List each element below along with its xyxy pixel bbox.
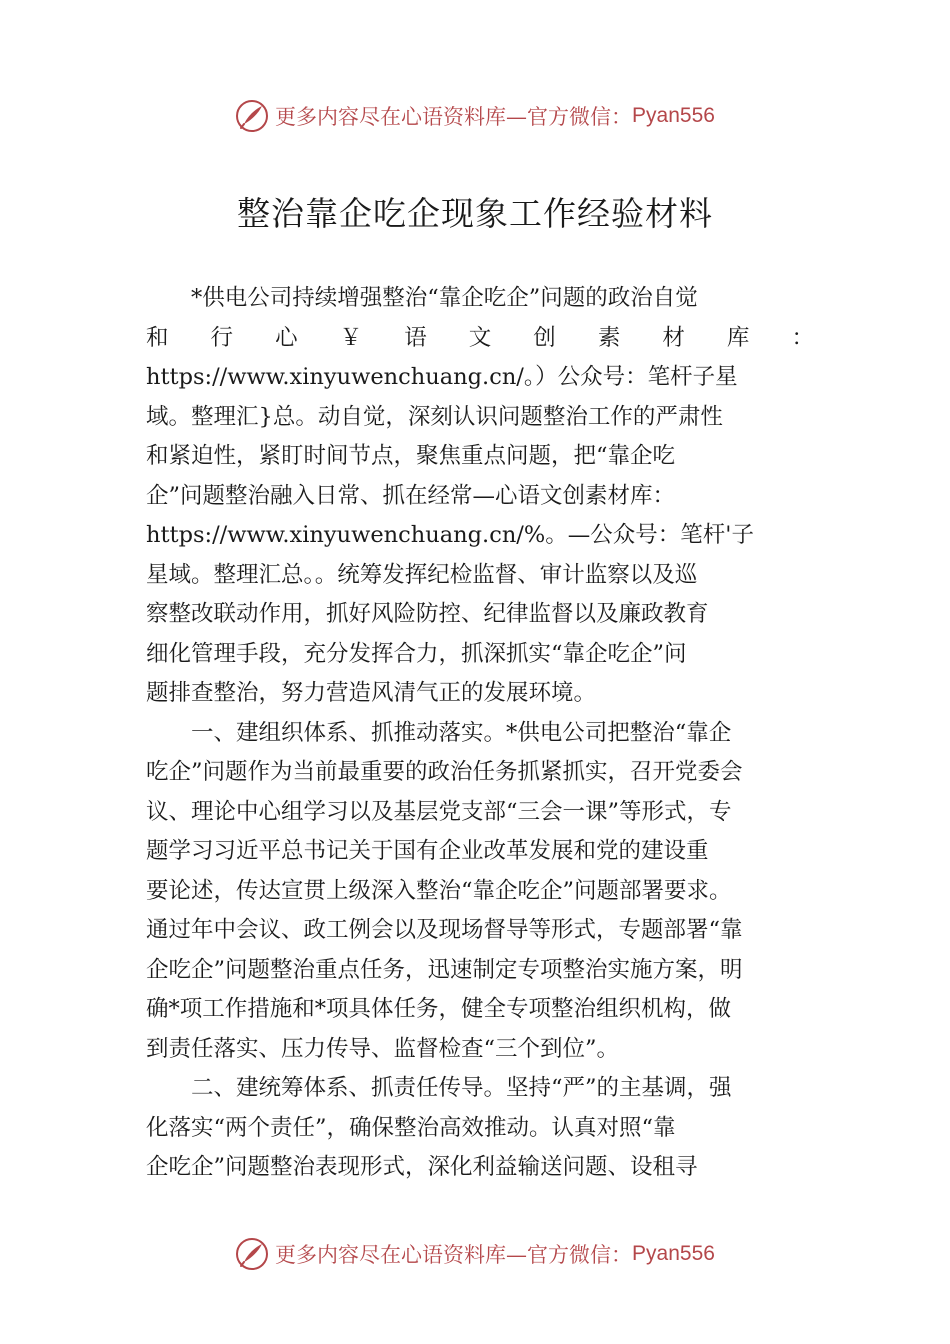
body-line: *供电公司持续增强整治“靠企吃企”问题的政治自觉: [191, 285, 698, 311]
section-heading-line: 二、建统筹体系、抓责任传导。坚持“严”的主基调，强: [191, 1075, 732, 1101]
spaced-char: 文: [468, 324, 492, 351]
body-line: 到责任落实、压力传导、监督检查“三个到位”。: [146, 1035, 620, 1062]
document-body: [146, 279, 814, 1188]
footer-watermark-banner: [0, 1234, 950, 1274]
body-line: 通过年中会议、政工例会以及现场督导等形式，专题部署“靠: [146, 917, 743, 943]
body-line: 企吃企”问题整治重点任务，迅速制定专项整治实施方案，明: [146, 956, 743, 983]
spaced-char: 语: [404, 324, 427, 351]
spaced-char: 创: [533, 324, 556, 351]
body-line: 确*项工作措施和*项具体任务，健全专项整治组织机构，做: [146, 996, 732, 1022]
spaced-char: 库: [726, 324, 750, 351]
body-line: 星域。整理汇总。。统筹发挥纪检监督、审计监察以及巡: [146, 561, 698, 588]
body-line: 吃企”问题作为当前最重要的政治任务抓紧抓实，召开党委会: [146, 759, 743, 785]
body-line: 细化管理手段，充分发挥合力，抓深抓实“靠企吃企”问: [146, 640, 687, 667]
spaced-char: ：: [791, 324, 814, 351]
spaced-char: 心: [275, 324, 298, 351]
section-heading-line: 一、建组织体系、抓推动落实。*供电公司把整治“靠企: [191, 719, 732, 746]
quill-logo-icon: [235, 99, 269, 133]
document-title: 整治靠企吃企现象工作经验材料: [237, 194, 713, 233]
body-line: 企”问题整治融入日常、抓在经常—心语文创素材库：: [146, 482, 676, 509]
header-watermark-banner: [0, 96, 950, 136]
body-line: https://www.xinyuwenchuang.cn/%。—公众号：笔杆'子: [146, 522, 754, 548]
body-line: 察整改联动作用，抓好风险防控、纪律监督以及廉政教育: [146, 601, 709, 627]
body-line: 题排查整治，努力营造风清气正的发展环境。: [146, 680, 597, 706]
body-line: 和紧迫性，紧盯时间节点，聚焦重点问题，把“靠企吃: [146, 443, 676, 469]
body-line: 题学习习近平总书记关于国有企业改革发展和党的建设重: [146, 838, 709, 864]
body-line: 企吃企”问题整治表现形式，深化利益输送问题、设租寻: [146, 1154, 698, 1180]
spaced-char: ￥: [339, 324, 363, 351]
body-line-spaced: [146, 319, 814, 359]
spaced-char: 素: [597, 324, 621, 351]
body-line: 化落实“两个责任”，确保整治高效推动。认真对照“靠: [146, 1114, 676, 1141]
body-line: 议、理论中心组学习以及基层党支部“三会一课”等形式，专: [146, 798, 732, 825]
banner-wechat-id: Pyan556: [632, 104, 715, 127]
quill-logo-icon: [235, 1237, 269, 1271]
banner-text: 更多内容尽在心语资料库—官方微信：: [275, 1243, 633, 1267]
spaced-char: 和: [146, 324, 169, 351]
banner-text: 更多内容尽在心语资料库—官方微信：: [275, 105, 633, 129]
banner-wechat-id: Pyan556: [632, 1242, 715, 1265]
spaced-char: 材: [662, 324, 685, 351]
spaced-char: 行: [210, 324, 234, 351]
body-line: https://www.xinyuwenchuang.cn/。）公众号：笔杆子星: [146, 364, 738, 390]
body-line: 要论述，传达宣贯上级深入整治“靠企吃企”问题部署要求。: [146, 877, 732, 904]
body-line: 域。整理汇}总。动自觉，深刻认识问题整治工作的严肃性: [146, 403, 723, 430]
